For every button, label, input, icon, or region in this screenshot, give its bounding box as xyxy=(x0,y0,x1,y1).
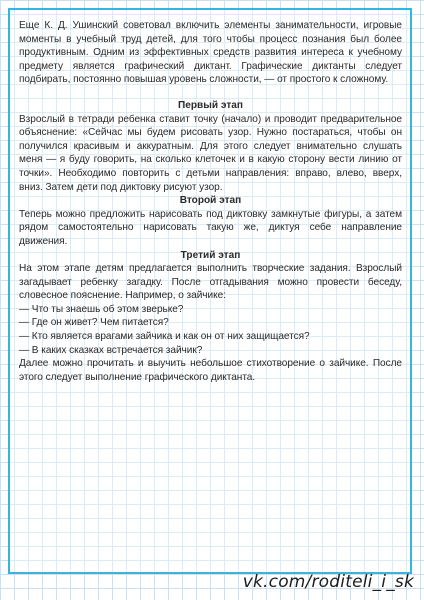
question-item: — Где он живет? Чем питается? xyxy=(19,317,169,329)
stage-1-title: Первый этап xyxy=(178,99,243,111)
stage-3-text: На этом этапе детям предлагается выполнить творческие задания. Взрослый загадывает ребенку загадку. После отгадывания можно провести беседу, словесное пояснение. Например, о зайчике: xyxy=(19,263,402,302)
stage-3-title: Третий этап xyxy=(180,249,241,261)
article-card xyxy=(8,8,412,574)
intro-paragraph: Еще К. Д. Ушинский советовал включить элементы занимательности, игровые моменты в учебный труд детей, для того чтобы процесс познания был более продуктивным. Одним из эффективных средств развития интереса к учебному предмету является графический диктант. Графические диктанты следует подбирать, постоянно повышая уровень сложности, — от простого к сложному. xyxy=(19,20,402,86)
stage-1-text: Взрослый в тетради ребенка ставит точку (начало) и проводит предварительное объяснение: «Сейчас мы будем рисовать узор. Нужно постараться, чтобы он получился красивым и аккуратным. Для этого следует внимательно слушать меня — я буду говорить, на сколько клеточек и в какую сторону вести линию от точки». Необходимо повторить с детьми направления: вправо, влево, вверх, вниз. Затем дети под диктовку рисуют узор. xyxy=(19,113,402,193)
stage-2-title: Второй этап xyxy=(179,195,242,207)
stage-2-text: Теперь можно предложить нарисовать под диктовку замкнутые фигуры, а затем рядом самостоятельно нарисовать такую же, диктуя себе направление движения. xyxy=(19,208,402,247)
question-item: — Кто является врагами зайчика и как он от них защищается? xyxy=(19,331,310,343)
stage-3-conclusion: Далее можно прочитать и выучить небольшое стихотворение о зайчике. После этого следует выполнение графического диктанта. xyxy=(19,358,402,383)
source-watermark: vk.com/roditeli_i_sk xyxy=(242,572,414,592)
question-list xyxy=(19,303,402,357)
question-item: — В каких сказках встречается зайчик? xyxy=(19,344,203,356)
question-item: — Что ты знаешь об этом зверьке? xyxy=(19,303,184,315)
